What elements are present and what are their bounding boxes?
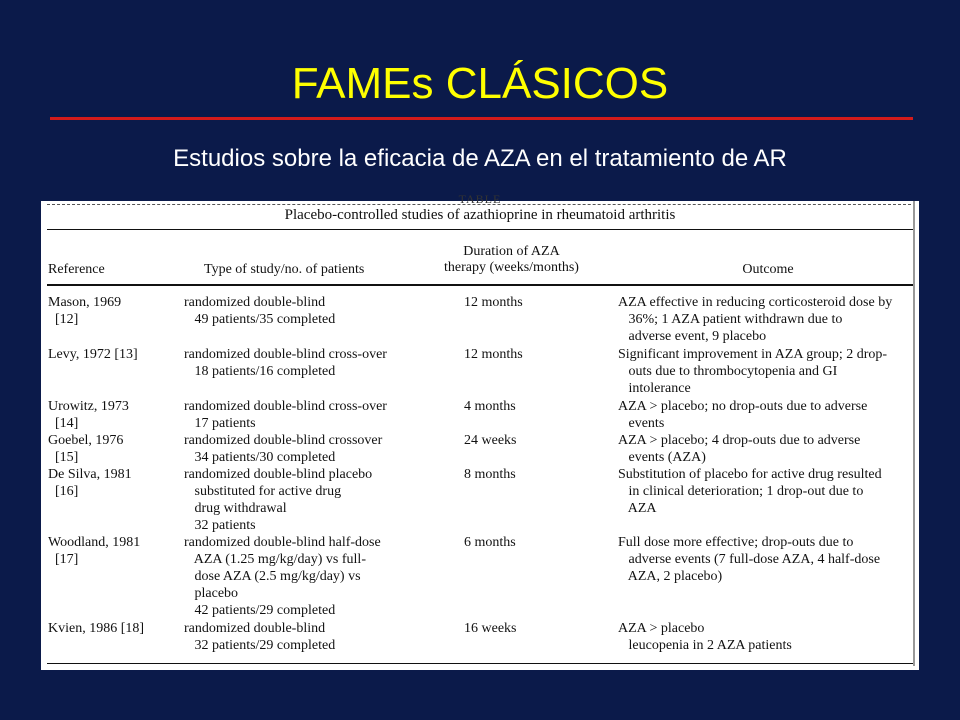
cell-duration: 12 months	[464, 295, 523, 310]
cell-duration: 24 weeks	[464, 433, 517, 448]
header-reference: Reference	[48, 262, 105, 277]
cell-reference: Mason, 1969 [12]	[48, 295, 122, 327]
cell-type: randomized double-blind half-dose AZA (1.25 mg/kg/day) vs full- dose AZA (2.5 mg/kg/day) vs placebo 42 patients/29 completed	[184, 535, 381, 618]
header-duration: Duration of AZA therapy (weeks/months)	[444, 244, 579, 275]
title-underline	[50, 117, 913, 120]
table-bottom-rule	[47, 663, 913, 664]
slide-title: FAMEs CLÁSICOS	[291, 59, 669, 108]
cell-reference: Urowitz, 1973 [14]	[48, 399, 129, 431]
cell-type: randomized double-blind placebo substituted for active drug drug withdrawal 32 patients	[184, 467, 373, 533]
cell-outcome: Full dose more effective; drop-outs due to adverse events (7 full-dose AZA, 4 half-dose AZA, 2 placebo)	[618, 535, 881, 584]
cell-outcome: AZA > placebo; no drop-outs due to adverse events	[618, 399, 868, 431]
cell-reference: Goebel, 1976 [15]	[48, 433, 124, 465]
slide-subtitle: Estudios sobre la eficacia de AZA en el tratamiento de AR	[173, 145, 787, 172]
cell-outcome: Significant improvement in AZA group; 2 drop- outs due to thrombocytopenia and GI intolerance	[618, 347, 888, 396]
cell-reference: Kvien, 1986 [18]	[48, 621, 145, 636]
cell-outcome: AZA > placebo leucopenia in 2 AZA patients	[618, 621, 792, 653]
cell-reference: Levy, 1972 [13]	[48, 347, 138, 362]
cell-reference: Woodland, 1981 [17]	[48, 535, 141, 567]
header-rule	[47, 284, 913, 286]
table-caption: Placebo-controlled studies of azathioprine in rheumatoid arthritis	[284, 207, 676, 223]
cell-outcome: AZA effective in reducing corticosteroid dose by 36%; 1 AZA patient withdrawn due to adverse event, 9 placebo	[618, 295, 893, 344]
cell-outcome: Substitution of placebo for active drug resulted in clinical deterioration; 1 drop-out due to AZA	[618, 467, 882, 516]
cell-duration: 6 months	[464, 535, 516, 550]
cell-outcome: AZA > placebo; 4 drop-outs due to adverse events (AZA)	[618, 433, 861, 465]
header-type: Type of study/no. of patients	[204, 262, 365, 277]
cell-type: randomized double-blind 49 patients/35 completed	[184, 295, 336, 327]
table-right-edge	[913, 201, 915, 666]
caption-rule	[47, 229, 913, 230]
cell-duration: 8 months	[464, 467, 516, 482]
cell-type: randomized double-blind cross-over 18 patients/16 completed	[184, 347, 387, 379]
cell-type: randomized double-blind 32 patients/29 completed	[184, 621, 336, 653]
table-label: TABLE	[458, 192, 502, 206]
cell-type: randomized double-blind crossover 34 patients/30 completed	[184, 433, 383, 465]
cell-duration: 16 weeks	[464, 621, 517, 636]
cell-duration: 12 months	[464, 347, 523, 362]
cell-reference: De Silva, 1981 [16]	[48, 467, 132, 499]
cell-type: randomized double-blind cross-over 17 patients	[184, 399, 387, 431]
cell-duration: 4 months	[464, 399, 516, 414]
table-top-dotted-rule	[47, 204, 911, 205]
azathioprine-studies-table	[41, 192, 919, 670]
header-outcome: Outcome	[742, 262, 794, 277]
